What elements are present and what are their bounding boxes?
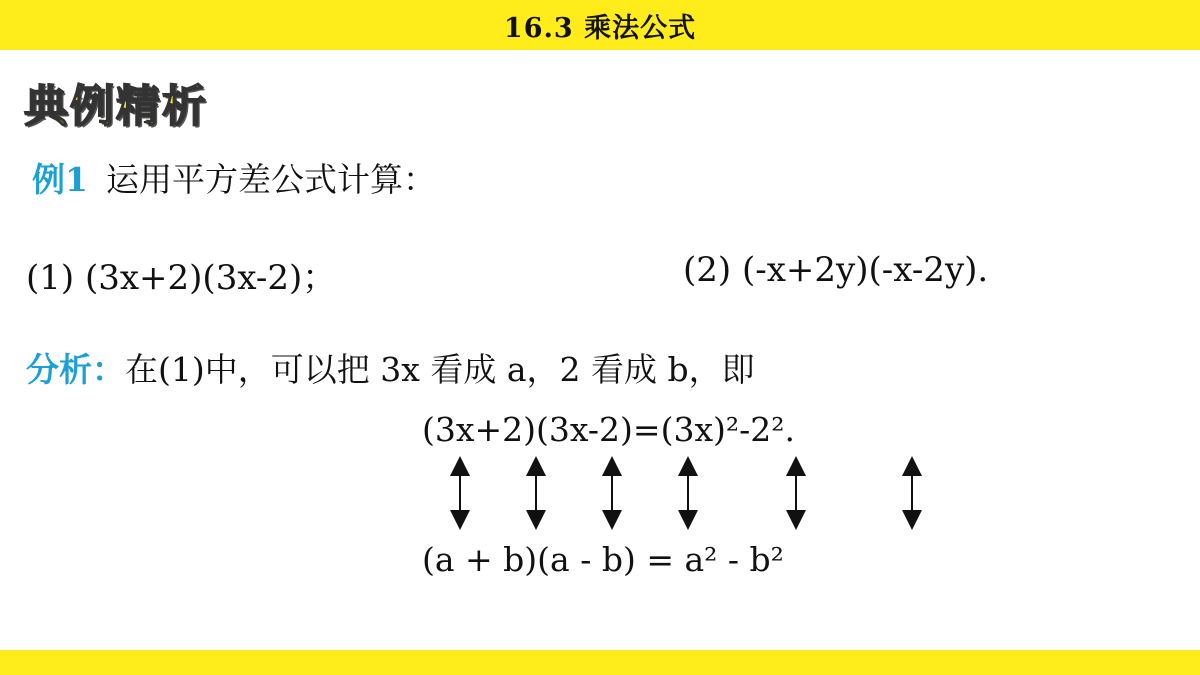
footer-bar [0, 650, 1200, 675]
analysis-line [26, 344, 755, 391]
analysis-label: 分析： [26, 350, 125, 389]
formula-top: (3x+2)(3x-2)=(3x)²-2². [422, 410, 796, 449]
problem-2: (2) (-x+2y)(-x-2y). [683, 250, 989, 290]
page-title: 16.3 乘法公式 [503, 12, 697, 44]
analysis-text: 在(1)中，可以把 3x 看成 a，2 看成 b，即 [125, 350, 755, 389]
header-bar [0, 0, 1200, 50]
formula-bottom: (a + b)(a - b) = a² - b² [422, 540, 784, 579]
example-instruction: 运用平方差公式计算： [105, 160, 436, 199]
example-line [32, 154, 436, 201]
section-heading: 典例精析 [24, 81, 208, 132]
example-label: 例1 [32, 160, 88, 199]
problem-1: (1) (3x+2)(3x-2)； [26, 258, 337, 298]
